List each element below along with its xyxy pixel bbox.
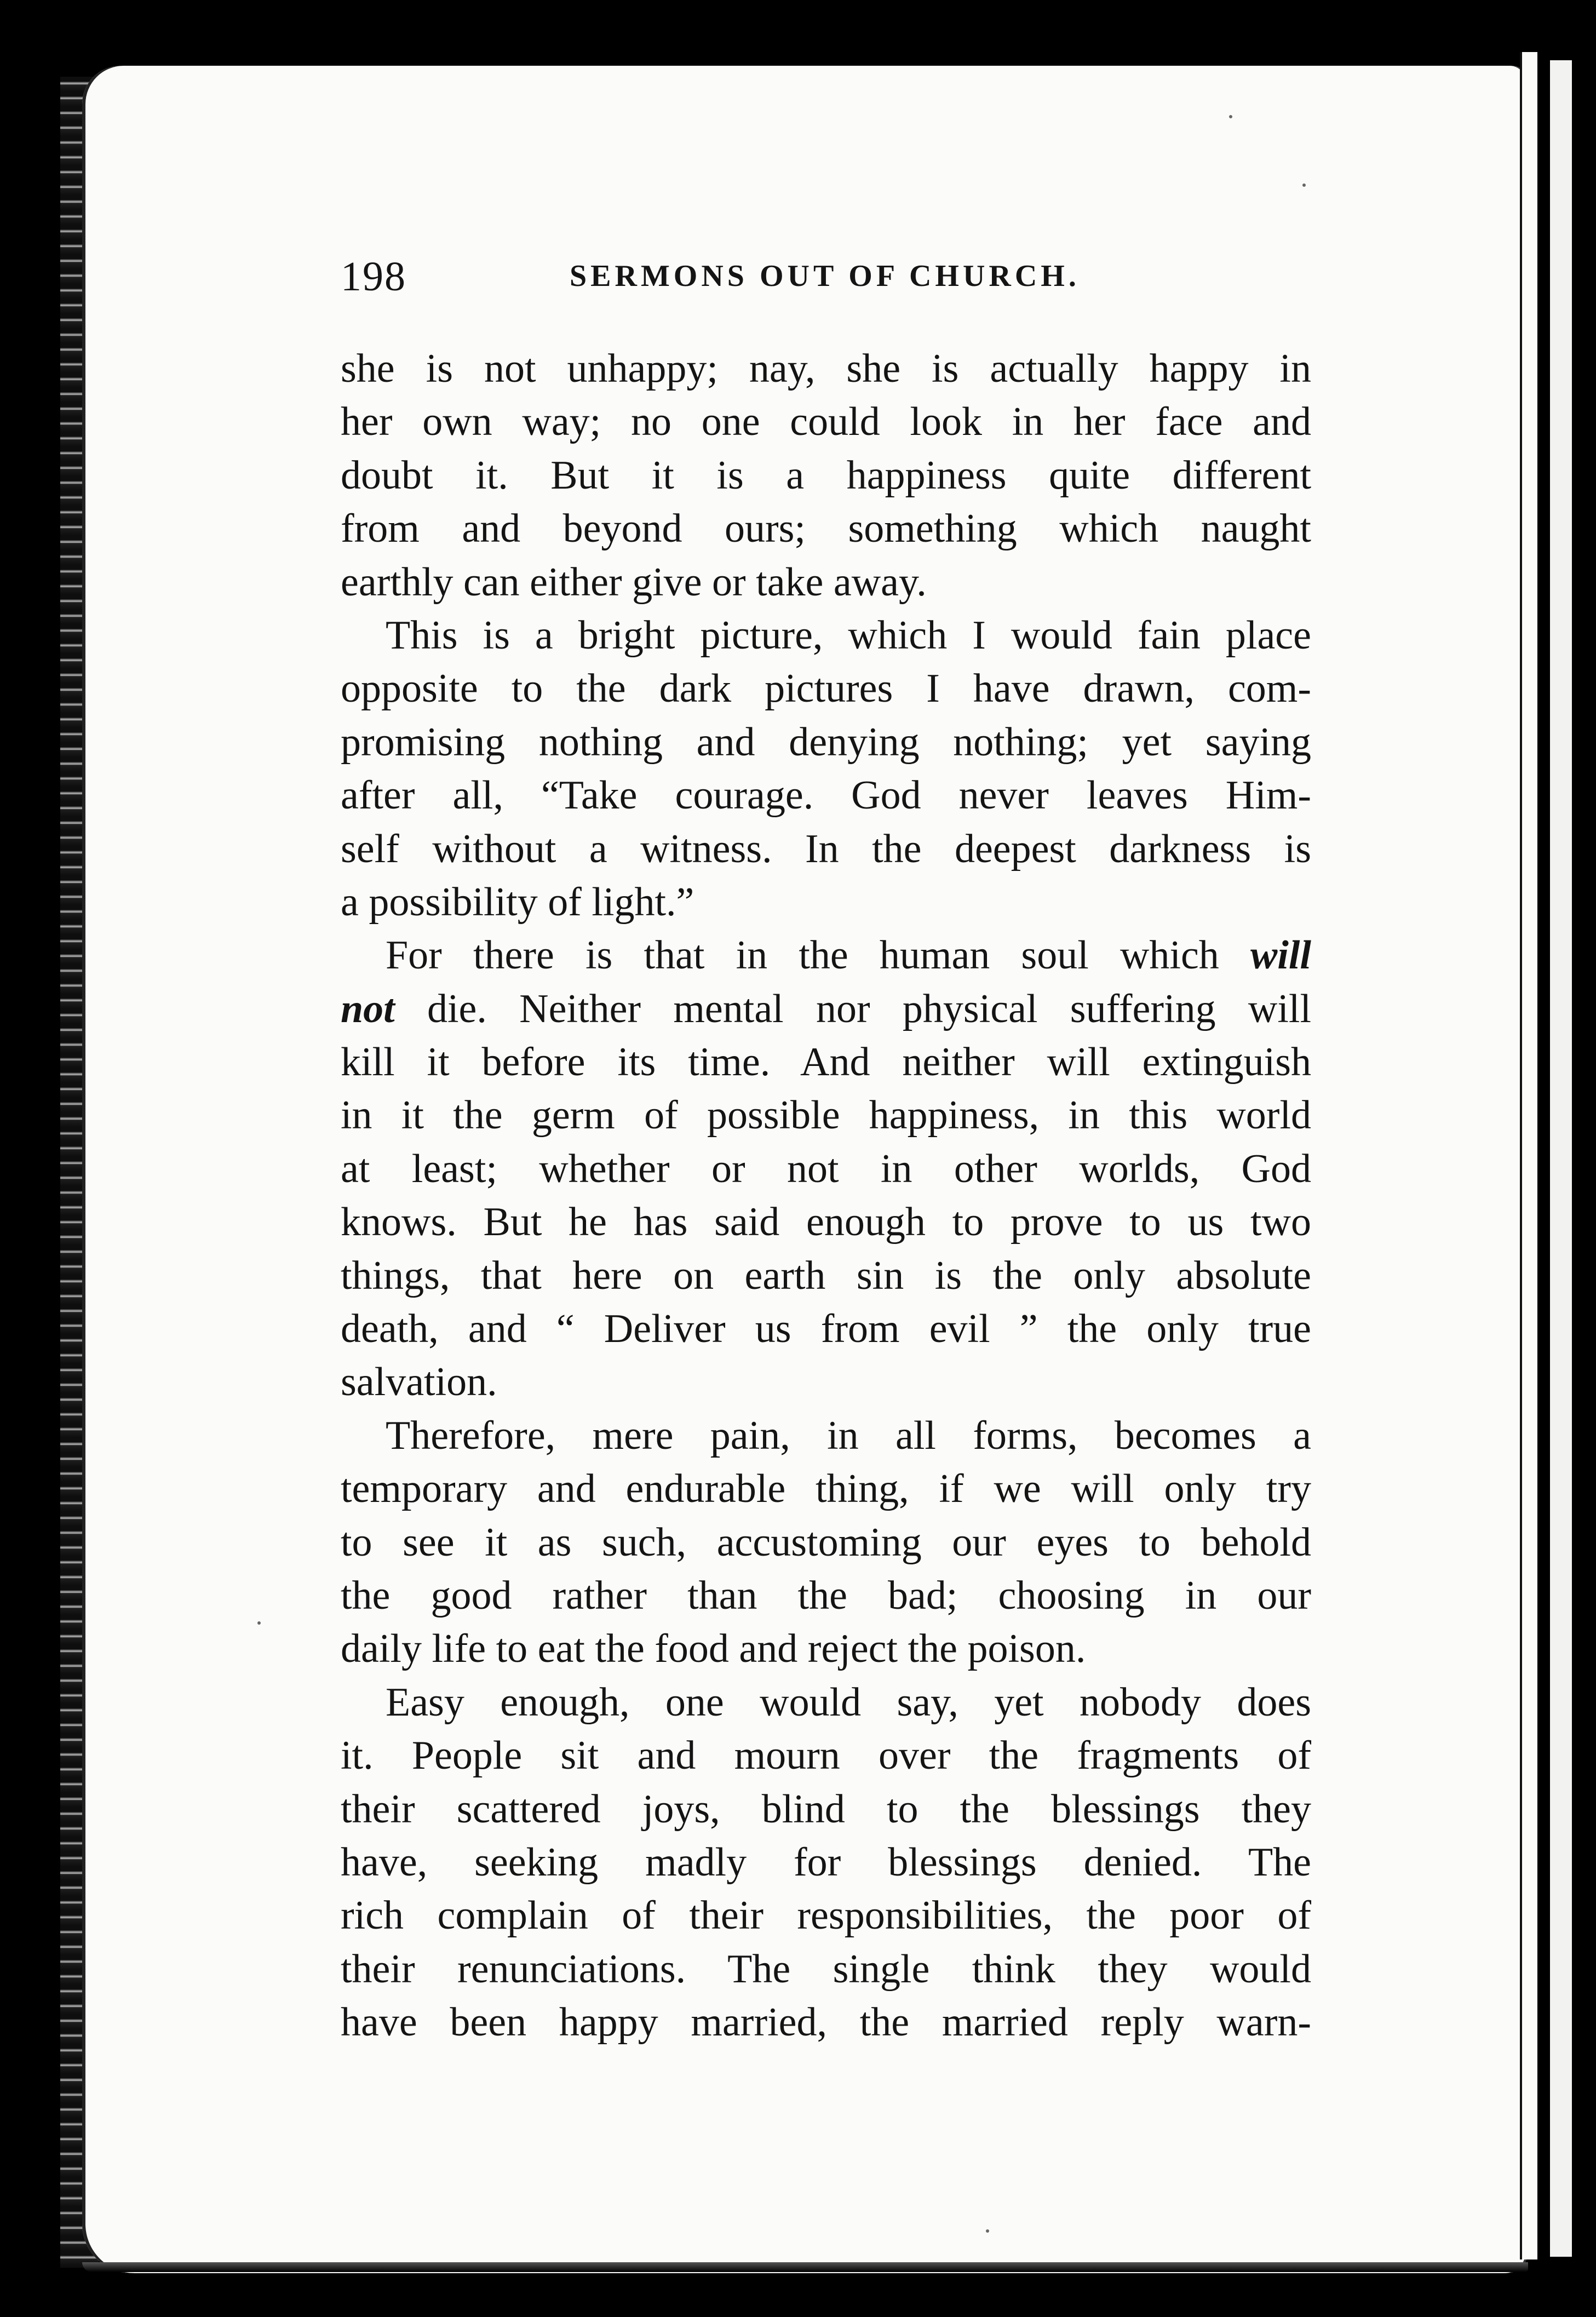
text-line: daily life to eat the food and reject the poison. [341, 1626, 1086, 1672]
text-line: salvation. [341, 1360, 497, 1405]
scan-speck [1229, 115, 1232, 118]
text-line: earthly can either give or take away. [341, 559, 927, 605]
text-line: kill it before its time. And neither will extinguish [341, 1040, 1311, 1085]
text-line: knows. But he has said enough to prove to us two [341, 1200, 1311, 1245]
page-bottom-edge [82, 2262, 1528, 2272]
text-line: opposite to the dark pictures I have drawn, com- [341, 666, 1311, 712]
text-line: to see it as such, accustoming our eyes to behold [341, 1519, 1311, 1565]
text-line: their scattered joys, blind to the blessings they [341, 1786, 1311, 1832]
text-line: things, that here on earth sin is the only absolute [341, 1253, 1311, 1298]
text-line: she is not unhappy; nay, she is actually happy in [341, 346, 1311, 391]
text-line: self without a witness. In the deepest darkness is [341, 826, 1311, 871]
text-line: it. People sit and mourn over the fragments of [341, 1733, 1311, 1779]
page-edge-right [1520, 52, 1537, 2259]
italic-emphasis: not [341, 986, 395, 1031]
text-line: have been happy married, the married reply warn- [341, 2000, 1311, 2045]
scan-speck [257, 1621, 261, 1625]
text-line [341, 983, 1311, 1036]
body-text [341, 342, 1311, 2050]
text-run: For there is that in the human soul which [386, 933, 1250, 978]
page-header [341, 253, 1316, 302]
text-line: temporary and endurable thing, if we will only try [341, 1466, 1311, 1512]
text-line [341, 929, 1311, 982]
adjacent-page-strip [1550, 60, 1572, 2257]
text-line: doubt it. But it is a happiness quite different [341, 452, 1311, 498]
text-line: Easy enough, one would say, yet nobody does [386, 1679, 1311, 1725]
text-line: rich complain of their responsibilities, the poor of [341, 1893, 1311, 1939]
text-line: from and beyond ours; something which naught [341, 506, 1311, 552]
italic-emphasis: will [1250, 933, 1311, 978]
scan-speck [1302, 183, 1306, 187]
text-line: after all, “Take courage. God never leaves Him- [341, 773, 1311, 818]
text-run: die. Neither mental nor physical suffering will [394, 986, 1311, 1031]
text-line: death, and “ Deliver us from evil ” the only true [341, 1306, 1311, 1352]
text-line: in it the germ of possible happiness, in this world [341, 1093, 1311, 1138]
text-line: her own way; no one could look in her face and [341, 399, 1311, 445]
text-line: at least; whether or not in other worlds, God [341, 1146, 1311, 1191]
text-line: Therefore, mere pain, in all forms, becomes a [386, 1413, 1311, 1458]
running-head: SERMONS OUT OF CHURCH. [570, 259, 1080, 293]
page-number: 198 [341, 254, 406, 300]
text-line: their renunciations. The single think they would [341, 1946, 1311, 1992]
scan-speck [986, 2229, 989, 2233]
text-line: the good rather than the bad; choosing in our [341, 1573, 1311, 1618]
text-line: have, seeking madly for blessings denied. The [341, 1839, 1311, 1885]
text-line: a possibility of light.” [341, 879, 694, 925]
text-line: promising nothing and denying nothing; yet saying [341, 719, 1311, 765]
text-line: This is a bright picture, which I would fain place [386, 612, 1311, 658]
